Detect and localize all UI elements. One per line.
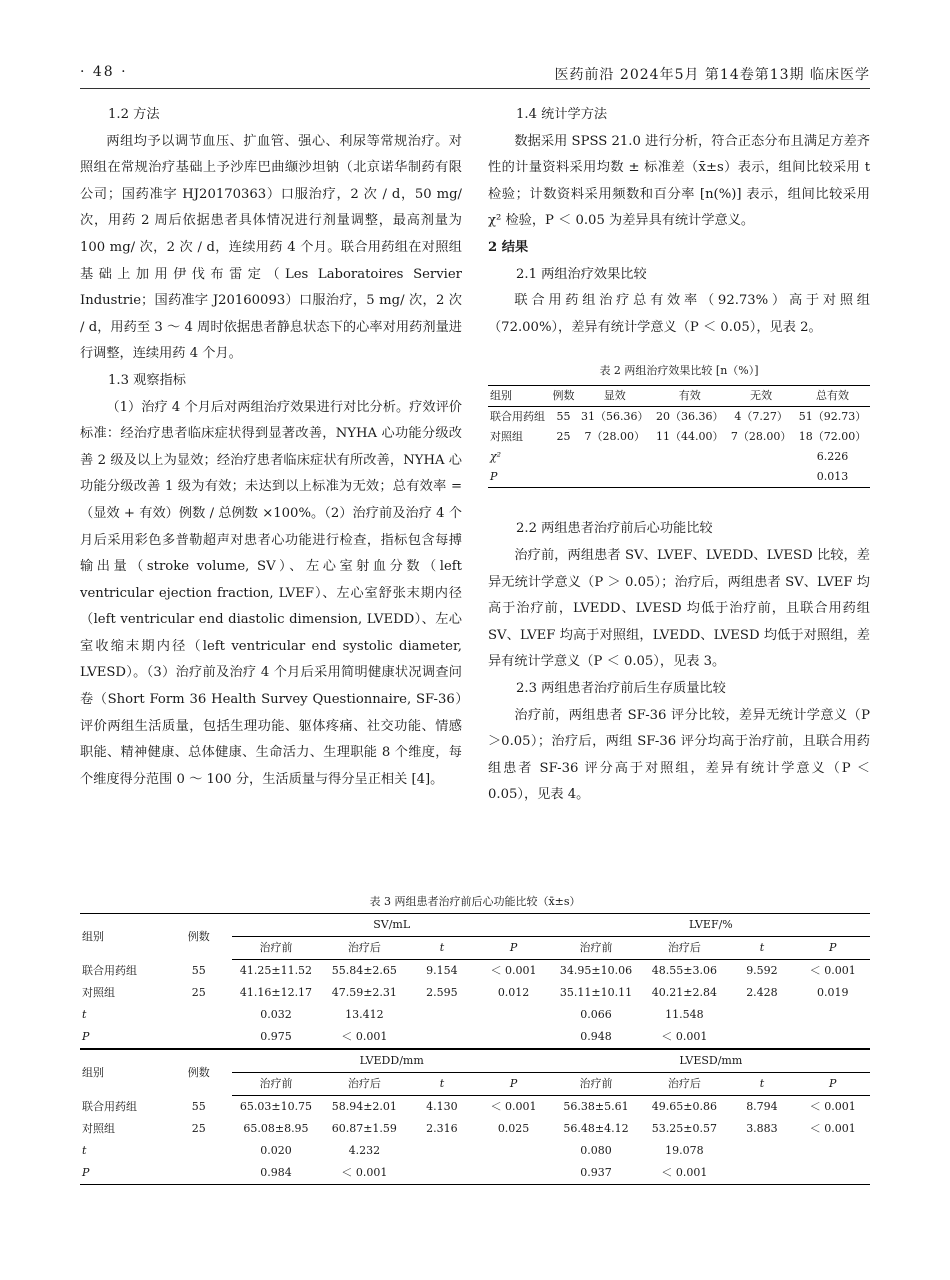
- table-cell: 2.428: [746, 986, 778, 999]
- table-cell: 11.548: [665, 1008, 704, 1021]
- table-cell: 3.883: [746, 1122, 778, 1135]
- table-cell: 0.020: [260, 1144, 292, 1157]
- table-cell: ＜ 0.001: [490, 964, 537, 977]
- table-2-head-cell: 无效: [727, 386, 795, 407]
- table-cell: [795, 1004, 870, 1026]
- table-row: [80, 1096, 870, 1119]
- table-cell: 2.316: [426, 1122, 458, 1135]
- table-cell: [166, 1162, 232, 1185]
- table-2-head-cell: 有效: [652, 386, 727, 407]
- page-number: · 48 ·: [80, 64, 128, 80]
- table-cell: [577, 467, 652, 488]
- table-cell: 48.55±3.06: [651, 964, 717, 977]
- table-3-sub-cell: P: [475, 937, 551, 960]
- table-3-caption: 表 3 两组患者治疗前后心功能比较（x̄±s）: [369, 895, 581, 908]
- table-cell: 55: [191, 1099, 206, 1113]
- table-2: [488, 385, 870, 488]
- table-cell: 7（28.00）: [584, 430, 645, 444]
- table-3-sub-cell: t: [728, 1073, 795, 1096]
- table-cell: [728, 1162, 795, 1185]
- table-cell: 0.937: [580, 1166, 612, 1179]
- section-1-3-text: （1）治疗 4 个月后对两组治疗效果进行对比分析。疗效评价标准：经治疗患者临床症状得到显著改善，NYHA 心功能分级改善 2 级及以上为显效；经治疗患者临床症状有所改善，NYHA 心功能分级改善 1 级为有效；未达到以上标准为无效；总有效率 =（显效 + 有效）例数 / 总例数 ×100%。（2）治疗前及治疗 4 个月后采用彩色多普勒超声对患者心功能进行检查，指标包含每搏输出量（stroke volume, SV）、左心室射血分数（left ventricular ejection fraction, LVEF）、左心室舒张末期内径（left ventricular end diastolic dimension, LVEDD）、左心室收缩末期内径（left ventricular end systolic diameter, LVESD）。（3）治疗前及治疗 4 个月后采用简明健康状况调查问卷（Short Form 36 Health Survey Questionnaire, SF-36）评价两组生活质量，包括生理功能、躯体疼痛、社交功能、情感职能、精神健康、总体健康、生命活力、生理职能 8 个维度，每个维度得分范围 0 ～ 100 分，生活质量与得分呈正相关 [4]。: [80, 399, 462, 787]
- section-1-2-text: 两组均予以调节血压、扩血管、强心、利尿等常规治疗。对照组在常规治疗基础上予沙库巴曲缬沙坦钠（北京诺华制药有限公司；国药准字 HJ20170363）口服治疗，2 次 / d，50 mg/ 次，用药 2 周后依据患者具体情况进行剂量调整，最高剂量为 100 mg/ 次，2 次 / d，连续用药 4 个月。联合用药组在对照组基础上加用伊伐布雷定（Les Laboratoires Servier Industrie；国药准字 J20160093）口服治疗，5 mg/ 次，2 次 / d，用药至 3 ～ 4 周时依据患者静息状态下的心率对用药剂量进行调整，连续用药 4 个月。: [80, 133, 462, 362]
- table-cell: [728, 1140, 795, 1162]
- table-row: [80, 1162, 870, 1185]
- table-cell: ＜ 0.001: [809, 964, 856, 977]
- table-cell: 53.25±0.57: [651, 1122, 717, 1135]
- table-row: [80, 982, 870, 1004]
- table-3-group-header: [80, 1049, 870, 1073]
- table-cell: t: [82, 1144, 87, 1157]
- table-3-sub-cell: 治疗前: [552, 937, 641, 960]
- table-row: [488, 427, 870, 447]
- table-row: [80, 1026, 870, 1049]
- table-cell: [728, 1004, 795, 1026]
- table-cell: 20（36.36）: [655, 410, 724, 424]
- table-cell: 65.03±10.75: [239, 1100, 313, 1113]
- table-cell: [488, 447, 550, 467]
- table-cell: P: [82, 1166, 90, 1179]
- table-cell: 0.066: [580, 1008, 612, 1021]
- table-cell: ＜ 0.001: [341, 1166, 388, 1179]
- table-cell: [475, 1140, 551, 1162]
- table-cell: 41.25±11.52: [239, 964, 313, 977]
- table-3-sub-cell: t: [408, 937, 475, 960]
- table-cell: [475, 1162, 551, 1185]
- table-cell: 0.080: [580, 1144, 612, 1157]
- table-cell: ＜ 0.001: [661, 1030, 708, 1043]
- table-3-sub-cell: P: [795, 1073, 870, 1096]
- table-3: [80, 913, 870, 1185]
- table-cell: 19.078: [665, 1144, 704, 1157]
- table-3-group-header: [80, 914, 870, 937]
- table-cell: 11（44.00）: [655, 430, 724, 444]
- table-cell: [550, 467, 577, 488]
- table-cell: 55: [556, 410, 571, 424]
- table-cell: 51（92.73）: [798, 410, 867, 424]
- table-cell: [475, 1026, 551, 1049]
- table-cell: 0.975: [260, 1030, 292, 1043]
- table-cell: [795, 1162, 870, 1185]
- table-cell: 35.11±10.11: [559, 986, 633, 999]
- table-3-col-group: 组别: [82, 929, 104, 943]
- table-3-sub-cell: 治疗后: [320, 937, 408, 960]
- table-cell: 40.21±2.84: [651, 986, 717, 999]
- table-row: [80, 960, 870, 983]
- table-3-metric-title: LVESD/mm: [552, 1049, 870, 1073]
- table-cell: 联合用药组: [490, 410, 545, 424]
- table-cell: [728, 1026, 795, 1049]
- table-cell: 0.019: [816, 986, 849, 999]
- table-3-col-n: 例数: [166, 1049, 232, 1096]
- table-3-sub-cell: 治疗后: [640, 1073, 728, 1096]
- table-2-head-cell: 显效: [577, 386, 652, 407]
- table-cell: 34.95±10.06: [559, 964, 633, 977]
- table-cell: [408, 1140, 475, 1162]
- table-cell: 25: [191, 1122, 206, 1135]
- table-cell: 8.794: [746, 1100, 778, 1113]
- table-row: [80, 1004, 870, 1026]
- table-cell: t: [82, 1008, 87, 1021]
- table-row: [488, 447, 870, 467]
- table-3-col-n: 例数: [187, 929, 210, 943]
- section-2-1-title: 2.1 两组治疗效果比较: [516, 266, 647, 282]
- table-cell: 58.94±2.01: [331, 1100, 397, 1113]
- table-cell: 25: [191, 986, 206, 999]
- table-cell: P: [82, 1030, 90, 1043]
- table-cell: 56.38±5.61: [563, 1100, 629, 1113]
- table-cell: 对照组: [82, 986, 115, 999]
- table-3-sub-cell: 治疗前: [232, 937, 321, 960]
- table-cell: [652, 447, 727, 467]
- table-row: [80, 1118, 870, 1140]
- table-cell: [475, 1004, 551, 1026]
- table-cell: 47.59±2.31: [331, 986, 397, 999]
- page-header: [80, 62, 870, 89]
- table-cell: [577, 447, 652, 467]
- table-cell: [408, 1162, 475, 1185]
- table-cell: [166, 1004, 232, 1026]
- table-cell: [166, 1140, 232, 1162]
- table-cell: 31（56.36）: [580, 410, 649, 424]
- table-cell: 0.013: [816, 470, 849, 484]
- section-2-1-text: 联合用药组治疗总有效率（92.73%）高于对照组（72.00%），差异有统计学意义（P ＜ 0.05），见表 2。: [488, 293, 870, 335]
- table-cell: 55.84±2.65: [331, 964, 397, 977]
- table-row: [488, 407, 870, 428]
- table-cell: 65.08±8.95: [243, 1122, 309, 1135]
- section-2-title: 2 结果: [488, 239, 529, 255]
- table-cell: 0.025: [497, 1122, 530, 1135]
- table-cell: 9.592: [746, 964, 778, 977]
- table-cell: [408, 1026, 475, 1049]
- table-cell: 56.48±4.12: [563, 1122, 629, 1135]
- table-3-sub-cell: 治疗前: [232, 1073, 321, 1096]
- table-cell: ＜ 0.001: [809, 1100, 856, 1113]
- table-cell: 对照组: [490, 430, 523, 444]
- table-cell: 25: [556, 430, 571, 444]
- left-column: [80, 102, 462, 793]
- table-cell: 0.012: [497, 986, 530, 999]
- table-3-metric-title: LVEF/%: [552, 914, 870, 937]
- table-cell: 联合用药组: [82, 1099, 137, 1113]
- table-3-sub-cell: t: [408, 1073, 475, 1096]
- table-cell: 41.16±12.17: [239, 986, 313, 999]
- table-cell: [795, 1026, 870, 1049]
- table-2-head-cell: 例数: [550, 386, 577, 407]
- table-row: [488, 467, 870, 488]
- table-cell: ＜ 0.001: [661, 1166, 708, 1179]
- table-cell: 9.154: [426, 964, 458, 977]
- table-cell: ＜ 0.001: [341, 1030, 388, 1043]
- table-cell: [795, 1140, 870, 1162]
- table-cell: 联合用药组: [82, 963, 137, 977]
- table-cell: [166, 1026, 232, 1049]
- table-2-head-cell: 组别: [488, 386, 550, 407]
- section-1-3-title: 1.3 观察指标: [108, 372, 186, 388]
- table-cell: 4.130: [426, 1100, 458, 1113]
- table-cell: 对照组: [82, 1122, 115, 1135]
- section-2-3-text: 治疗前，两组患者 SF-36 评分比较，差异无统计学意义（P＞0.05）；治疗后，两组 SF-36 评分均高于治疗前，且联合用药组患者 SF-36 评分高于对照组，差异有统计学意义（P ＜ 0.05），见表 4。: [488, 707, 870, 803]
- table-cell: 4.232: [348, 1144, 381, 1157]
- table-cell: [727, 447, 795, 467]
- table-3-metric-title: SV/mL: [232, 914, 552, 937]
- table-cell: [408, 1004, 475, 1026]
- table-cell: 18（72.00）: [798, 430, 867, 444]
- table-cell: 0.948: [580, 1030, 612, 1043]
- table-2-header: [488, 386, 870, 407]
- section-2-2-text: 治疗前，两组患者 SV、LVEF、LVEDD、LVESD 比较，差异无统计学意义（P ＞ 0.05）；治疗后，两组患者 SV、LVEF 均高于治疗前，LVEDD、LVESD 均低于治疗前，且联合用药组 SV、LVEF 均高于对照组，LVEDD、LVESD 均低于对照组，差异有统计学意义（P ＜ 0.05），见表 3。: [488, 547, 870, 670]
- table-3-sub-cell: P: [795, 937, 870, 960]
- table-3-sub-cell: t: [728, 937, 795, 960]
- table-3-metric-title: LVEDD/mm: [232, 1049, 552, 1073]
- section-1-4-title: 1.4 统计学方法: [516, 107, 608, 122]
- table-cell: 60.87±1.59: [331, 1122, 397, 1135]
- table-cell: 0.032: [260, 1008, 292, 1021]
- table-2-caption: 表 2 两组治疗效果比较 [n（%）]: [599, 364, 759, 378]
- section-2-3-title: 2.3 两组患者治疗前后生存质量比较: [516, 680, 726, 696]
- table-cell: ＜ 0.001: [809, 1122, 856, 1135]
- section-2-2-title: 2.2 两组患者治疗前后心功能比较: [516, 521, 713, 537]
- table-cell: 2.595: [426, 986, 458, 999]
- p-label: P: [490, 470, 498, 484]
- table-cell: 4（7.27）: [734, 410, 788, 424]
- section-1-4-text: 数据采用 SPSS 21.0 进行分析，符合正态分布且满足方差齐性的计量资料采用均数 ± 标准差（x̄±s）表示，组间比较采用 t 检验；计数资料采用频数和百分率 [n(%)] 表示，组间比较采用 χ² 检验，P ＜ 0.05 为差异具有统计学意义。: [488, 133, 870, 229]
- table-3-sub-cell: P: [475, 1073, 551, 1096]
- table-cell: [550, 447, 577, 467]
- table-cell: 7（28.00）: [730, 430, 792, 444]
- table-2-head-cell: 总有效: [795, 386, 870, 407]
- table-cell: [727, 467, 795, 488]
- journal-info: 医药前沿 2024年5月 第14卷第13期 临床医学: [554, 67, 870, 83]
- table-cell: ＜ 0.001: [490, 1100, 537, 1113]
- table-cell: 49.65±0.86: [651, 1100, 717, 1113]
- table-row: [80, 1140, 870, 1162]
- table-cell: 6.226: [816, 450, 849, 464]
- table-cell: 0.984: [260, 1166, 292, 1179]
- table-cell: 55: [191, 963, 206, 977]
- table-3-sub-cell: 治疗后: [640, 937, 728, 960]
- table-3-sub-cell: 治疗前: [552, 1073, 641, 1096]
- right-column: [488, 102, 870, 809]
- chi-square-label: χ²: [490, 450, 502, 464]
- section-1-2-title: 1.2 方法: [108, 107, 160, 122]
- table-3-sub-cell: 治疗后: [320, 1073, 408, 1096]
- table-cell: [488, 467, 550, 488]
- table-cell: [652, 467, 727, 488]
- table-cell: 13.412: [345, 1008, 384, 1021]
- table-3-col-group: 组别: [80, 1049, 166, 1096]
